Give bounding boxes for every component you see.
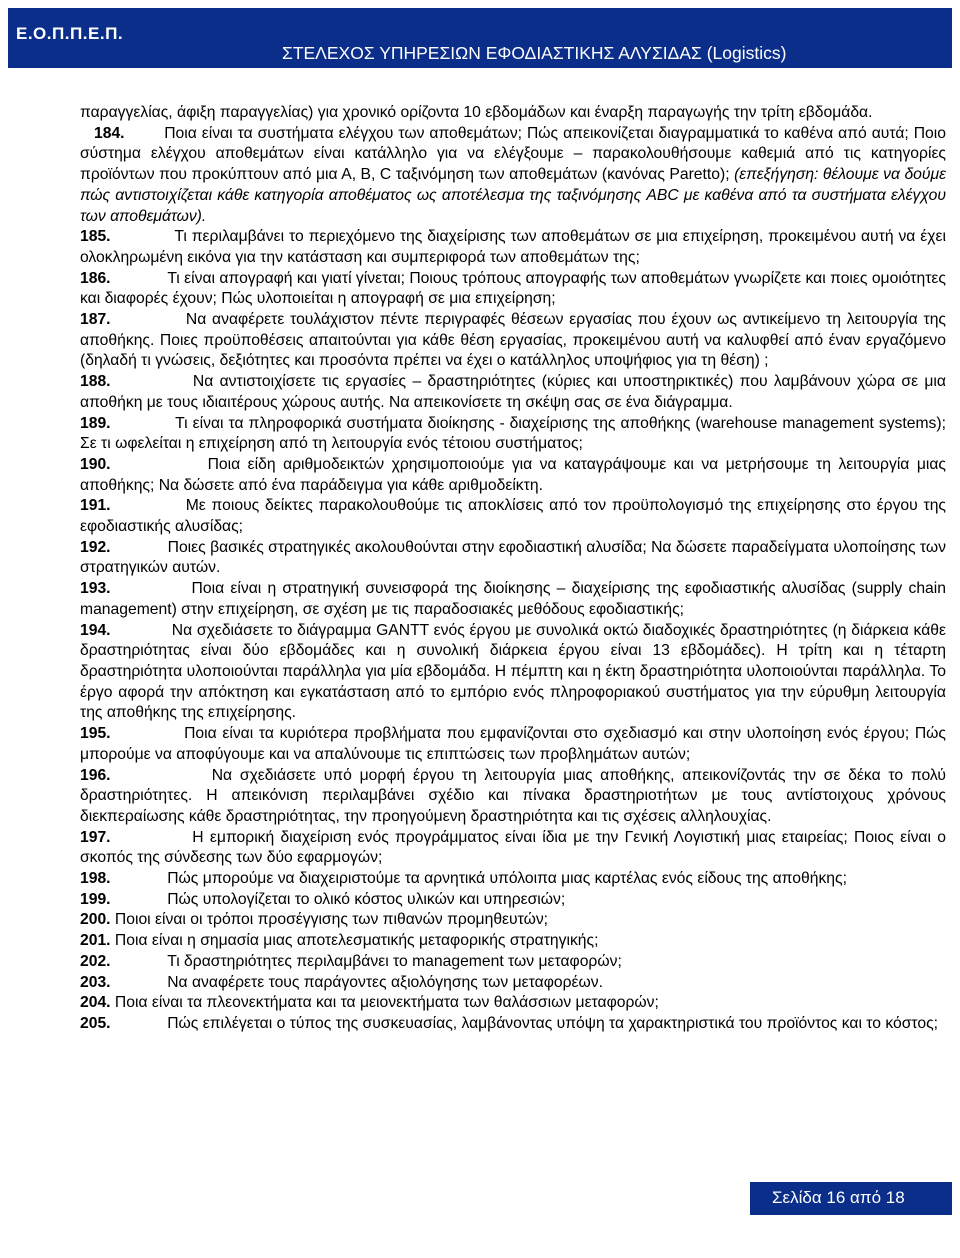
question-item <box>80 724 946 765</box>
question-number: 187. <box>80 311 111 329</box>
question-number: 205. <box>80 1014 111 1032</box>
question-note: (επεξήγηση: θέλουμε να δούμε πώς αντιστοιχίζεται κάθε κατηγορία αποθέματος ως αποτέλεσμα της ταξινόμησης ABC με καθένα από τα συστήματα ελέγχου των αποθεμάτων). <box>80 166 947 225</box>
question-text: Ποιοι είναι οι τρόποι προσέγγισης των πιθανών προμηθευτών; <box>114 911 549 929</box>
question-item <box>80 1014 946 1035</box>
question-text: Τι δραστηριότητες περιλαμβάνει το management των μεταφορών; <box>167 952 622 970</box>
question-number: 184. <box>94 124 125 142</box>
question-number: 195. <box>80 725 111 743</box>
question-text: Με ποιους δείκτες παρακολουθούμε τις αποκλίσεις από τον προϋπολογισμό της επιχείρησης στο έργου της εφοδιαστικής αλυσίδας; <box>80 497 946 536</box>
footer-bar <box>750 1182 952 1215</box>
question-text: Να σχεδιάσετε υπό μορφή έργου τη λειτουργία μιας αποθήκης, απεικονίζοντάς την σε δέκα το πολύ δραστηριότητες. Η απεικόνιση περιλαμβάνει σχέδιο και πίνακα δραστηριοτήτων με τους αντίστοιχους χρόνους διεκπεραίωσης κάθε δραστηριότητας, την προηγούμενη δραστηριότητα και τις σχέσεις αλληλουχίας. <box>80 766 946 825</box>
question-number: 188. <box>80 373 111 391</box>
question-text: Τι είναι τα πληροφορικά συστήματα διοίκησης - διαχείρισης της αποθήκης (warehouse management systems); Σε τι ωφελείται η επιχείρηση από τη λειτουργία ενός τέτοιου συστήματος; <box>80 414 946 453</box>
question-item <box>80 227 946 268</box>
header-bar <box>8 8 952 68</box>
question-text: Ποια είναι η σημασία μιας αποτελεσματικής μεταφορικής στρατηγικής; <box>114 932 599 950</box>
question-text: Ποια είδη αριθμοδεικτών χρησιμοποιούμε για να καταγράψουμε και να μετρήσουμε τη λειτουργία μιας αποθήκης; Να δώσετε από ένα παράδειγμα για κάθε αριθμοδείκτη. <box>80 455 946 494</box>
document-body <box>80 103 946 1035</box>
question-item <box>80 310 946 372</box>
question-number: 194. <box>80 621 111 639</box>
question-item <box>80 455 946 496</box>
question-text: Η εμπορική διαχείριση ενός προγράμματος είναι ίδια με την Γενική Λογιστική μιας εταιρείας; Ποιος είναι ο σκοπός της σύνδεσης των δύο εφαρμογών; <box>80 828 946 867</box>
question-list <box>80 227 946 1034</box>
question-item <box>80 973 946 994</box>
question-item <box>80 952 946 973</box>
question-number: 201. <box>80 932 111 950</box>
question-text: Πώς μπορούμε να διαχειριστούμε τα αρνητικά υπόλοιπα μιας καρτέλας ενός είδους της αποθήκης; <box>167 870 847 888</box>
question-text: Τι περιλαμβάνει το περιεχόμενο της διαχείρισης των αποθεμάτων σε μια επιχείρηση, προκειμένου αυτή να έχει ολοκληρωμένη εικόνα για την κατάσταση και συμπεριφορά των αποθεμάτων της; <box>80 228 946 266</box>
question-text: Ποιες βασικές στρατηγικές ακολουθούνται στην εφοδιαστική αλυσίδα; Να δώσετε παραδείγματα υλοποίησης των στρατηγικών αυτών. <box>80 538 946 577</box>
question-number: 192. <box>80 538 111 556</box>
question-number: 186. <box>80 269 111 287</box>
question-text: Να αναφέρετε τουλάχιστον πέντε περιγραφές θέσεων εργασίας που έχουν ως αντικείμενο τη λειτουργία της αποθήκης. Ποιες προϋποθέσεις απαιτούνται για κάθε θέση εργασίας, προκειμένου αυτή να καλυφθεί από έναν εργαζόμενο (δηλαδή τι γνώσεις, δεξιότητες και προσόντα πρέπει να έχει ο κατάλληλος υποψήφιος για τη θέση) ; <box>80 311 946 370</box>
question-item <box>80 828 946 869</box>
question-item <box>80 621 946 725</box>
question-number: 191. <box>80 497 111 515</box>
question-text: Ποια είναι τα πλεονεκτήματα και τα μειονεκτήματα των θαλάσσιων μεταφορών; <box>114 994 659 1012</box>
question-text: Τι είναι απογραφή και γιατί γίνεται; Ποιους τρόπους απογραφής των αποθεμάτων γνωρίζετε και ποιες ομοιότητες και διαφορές έχουν; Πώς υλοποιείται η απογραφή σε μια επιχείρηση; <box>80 269 946 308</box>
question-number: 198. <box>80 870 111 888</box>
question-item <box>80 496 946 537</box>
organization-name: Ε.Ο.Π.Π.Ε.Π. <box>16 24 124 43</box>
question-text: Να αντιστοιχίσετε τις εργασίες – δραστηριότητες (κύριες και υποστηρικτικές) που λαμβάνουν χώρα σε μια αποθήκη με τους ιδιαιτέρους χώρους αυτής. Να απεικονίσετε τη σκέψη σας σε ένα διάγραμμα. <box>80 373 946 411</box>
question-text: Να σχεδιάσετε το διάγραμμα GANTT ενός έργου με συνολικά οκτώ διαδοχικές δραστηριότητες (η διάρκεια κάθε δραστηριότητας είναι δύο εβδομάδες και η συνολική διάρκεια έργου είναι 13 εβδομάδες). Η τρίτη και η τέταρτη δραστηριότητα υλοποιούνται παράλληλα για μία εβδομάδα. Η πέμπτη και η έκτη δραστηριότητα υλοποιούνται παράλληλα. Το έργο αφορά την απόκτηση και εγκατάσταση από το εμπόριο ενός πληροφοριακού συστήματος για την εύρυθμη λειτουργία της αποθήκης της επιχείρησης. <box>80 621 946 722</box>
question-item <box>80 269 946 310</box>
question-item <box>80 869 946 890</box>
question-number: 193. <box>80 580 111 598</box>
question-item <box>80 910 946 931</box>
question-number: 200. <box>80 911 111 929</box>
question-text: Να αναφέρετε τους παράγοντες αξιολόγησης των μεταφορέων. <box>167 973 603 991</box>
question-item <box>80 890 946 911</box>
document-title: ΣΤΕΛΕΧΟΣ ΥΠΗΡΕΣΙΩΝ ΕΦΟΔΙΑΣΤΙΚΗΣ ΑΛΥΣΙΔΑΣ (Logistics) <box>282 43 787 63</box>
question-184 <box>80 124 946 228</box>
question-item <box>80 993 946 1014</box>
question-item <box>80 931 946 952</box>
question-text: Ποια είναι τα συστήματα ελέγχου των αποθεμάτων; Πώς απεικονίζεται διαγραμματικά το καθένα από αυτά; Ποιο σύστημα ελέγχου αποθεμάτων είναι κατάλληλο για να ελέγξουμε – παρακολουθήσουμε καθεμιά από τις κατηγορίες προϊόντων που προκύπτουν από μια Α, Β, C ταξινόμηση των αποθεμάτων (κανόνας Paretto); <box>80 124 946 184</box>
question-item <box>80 372 946 413</box>
question-number: 197. <box>80 828 111 846</box>
continuation-text: παραγγελίας, άφιξη παραγγελίας) για χρονικό ορίζοντα 10 εβδομάδων και έναρξη παραγωγής την τρίτη εβδομάδα. <box>80 104 873 121</box>
question-item <box>80 538 946 579</box>
question-item <box>80 766 946 828</box>
question-number: 190. <box>80 455 111 473</box>
question-text: Πώς υπολογίζεται το ολικό κόστος υλικών και υπηρεσιών; <box>167 890 566 908</box>
question-item <box>80 579 946 620</box>
question-number: 185. <box>80 228 111 246</box>
question-item <box>80 414 946 455</box>
question-text: Ποια είναι η στρατηγική συνεισφορά της διοίκησης – διαχείρισης της εφοδιαστικής αλυσίδας (supply chain management) στην επιχείρηση, σε σχέση με τις παραδοσιακές μεθόδους εφοδιαστικής; <box>80 580 946 618</box>
question-number: 202. <box>80 952 111 970</box>
question-number: 204. <box>80 994 111 1012</box>
question-number: 196. <box>80 766 111 784</box>
question-text: Ποια είναι τα κυριότερα προβλήματα που εμφανίζονται στο σχεδιασμό και στην υλοποίηση ενός έργου; Πώς μπορούμε να αποφύγουμε και να απαλύνουμε τις επιπτώσεις των προβλημάτων αυτών; <box>80 725 946 763</box>
question-number: 199. <box>80 890 111 908</box>
question-text: Πώς επιλέγεται ο τύπος της συσκευασίας, λαμβάνοντας υπόψη τα χαρακτηριστικά του προϊόντος και το κόστος; <box>167 1014 939 1032</box>
page-number: Σελίδα 16 από 18 <box>772 1188 905 1207</box>
question-number: 189. <box>80 414 111 432</box>
question-number: 203. <box>80 973 111 991</box>
